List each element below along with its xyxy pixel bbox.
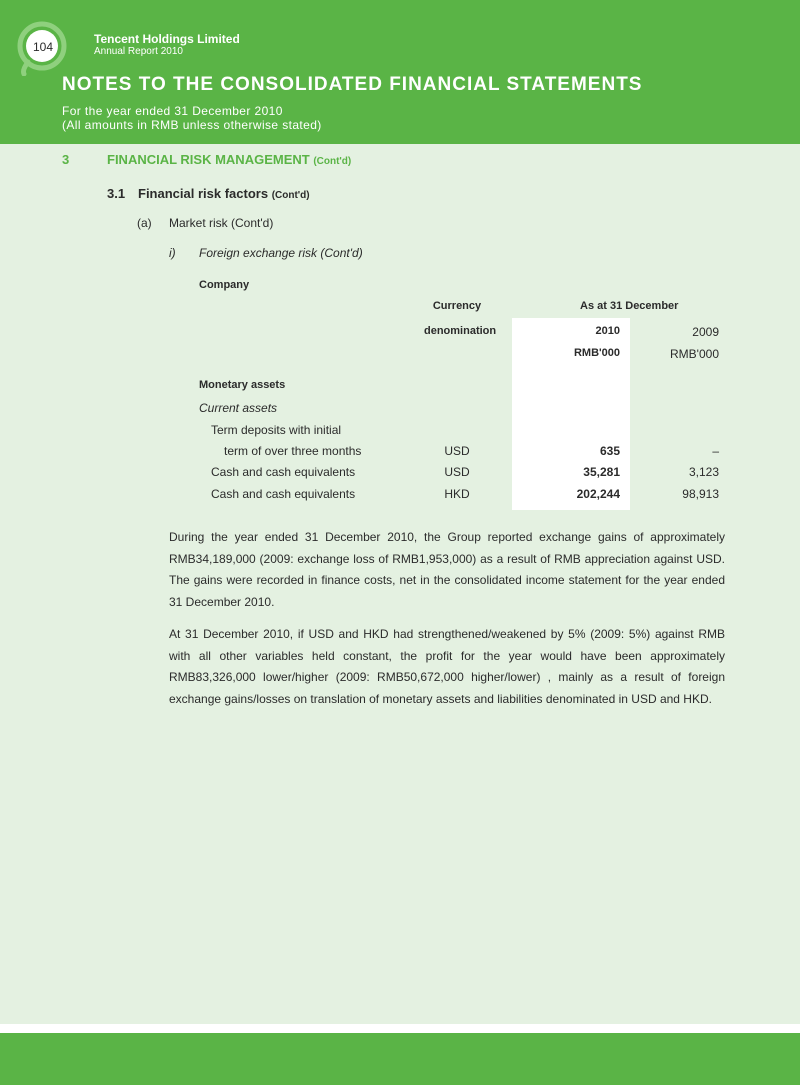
unit-2010: RMB'000 <box>573 347 620 359</box>
paragraph-exchange-gains: During the year ended 31 December 2010, the Group reported exchange gains of approximately RMB34,189,000 (2009: exchange loss of RMB1,953,000) as a result of RMB appreciation against USD. The gains were recorded in finance costs, net in the consolidated income statement for the year ended 31 December 2010. <box>169 530 725 609</box>
col-header-currency: Currency <box>432 300 482 312</box>
col-header-2009: 2009 <box>692 325 719 339</box>
table-row-currency: USD <box>444 465 470 479</box>
page-number: 104 <box>33 40 54 54</box>
item-i-label: i) <box>169 246 176 260</box>
table-row-value-2009: – <box>712 444 719 458</box>
table-row-value-2010: 202,244 <box>576 487 620 501</box>
footer-band <box>0 1033 800 1085</box>
item-a-label: (a) <box>137 216 152 230</box>
table-row-currency: HKD <box>444 487 470 501</box>
table-row-currency: USD <box>444 444 470 458</box>
section-cont: (Cont'd) <box>313 156 352 167</box>
col-header-2010: 2010 <box>595 325 620 337</box>
subtitle-period: For the year ended 31 December 2010 <box>62 104 283 118</box>
row-group-monetary-assets: Monetary assets <box>199 379 286 391</box>
item-a-title: Market risk (Cont'd) <box>169 216 274 230</box>
table-row-value-2009: 3,123 <box>688 465 719 479</box>
table-row-value-2009: 98,913 <box>682 487 719 501</box>
table-row-label: Cash and cash equivalents <box>211 487 356 501</box>
table-row-label: Cash and cash equivalents <box>211 465 356 479</box>
table-row-label: Term deposits with initial <box>211 423 342 437</box>
subsection-number: 3.1 <box>107 186 126 201</box>
unit-2009: RMB'000 <box>670 347 719 361</box>
section-number: 3 <box>62 152 70 167</box>
section-title <box>107 152 351 167</box>
report-name: Annual Report 2010 <box>94 46 183 57</box>
row-group-current-assets: Current assets <box>199 401 278 415</box>
subtitle-currency-note: (All amounts in RMB unless otherwise stated) <box>62 118 322 132</box>
subsection-cont: (Cont'd) <box>271 190 310 201</box>
col-header-denomination: denomination <box>424 325 497 337</box>
section-title-text: FINANCIAL RISK MANAGEMENT <box>107 152 310 167</box>
table-row-value-2010: 635 <box>599 444 620 458</box>
item-i-title: Foreign exchange risk (Cont'd) <box>199 246 363 260</box>
table-row-value-2010: 35,281 <box>583 465 620 479</box>
table-row-label: term of over three months <box>224 444 362 458</box>
table-heading: Company <box>199 279 250 291</box>
subsection-title <box>138 186 310 201</box>
company-name: Tencent Holdings Limited <box>94 32 240 46</box>
col-header-as-at: As at 31 December <box>580 300 679 312</box>
paragraph-sensitivity: At 31 December 2010, if USD and HKD had strengthened/weakened by 5% (2009: 5%) against RMB with all other variables held constant, the profit for the year would have been approximately RMB83,326,000 lower/higher (2009: RMB50,672,000 higher/lower) , mainly as a result of foreign exchange gains/losses on translation of monetary assets and liabilities denominated in USD and HKD. <box>169 627 725 706</box>
header-band <box>0 0 800 144</box>
subsection-title-text: Financial risk factors <box>138 186 269 201</box>
page-title: NOTES TO THE CONSOLIDATED FINANCIAL STATEMENTS <box>62 74 643 95</box>
